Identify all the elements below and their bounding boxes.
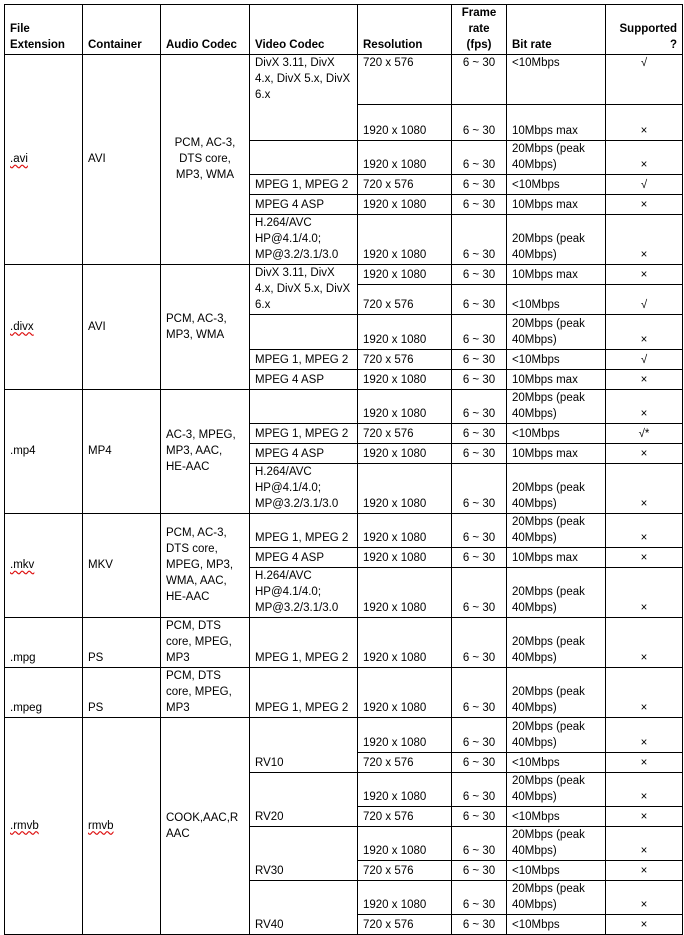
cell-resolution: 720 x 576 xyxy=(358,915,452,935)
cell-resolution: 720 x 576 xyxy=(358,807,452,827)
cell-bit-rate: <10Mbps xyxy=(507,424,606,444)
cell-resolution: 720 x 576 xyxy=(358,55,452,105)
header-bit-rate: Bit rate xyxy=(507,5,606,55)
header-supported: Supported ? xyxy=(606,5,683,55)
cell-video-codec: RV20 xyxy=(250,773,358,827)
cell-audio-codec: AC-3, MPEG, MP3, AAC, HE-AAC xyxy=(161,390,250,514)
cell-video-codec: H.264/AVC HP@4.1/4.0; MP@3.2/3.1/3.0 xyxy=(250,215,358,265)
table-row xyxy=(5,55,683,105)
cell-supported: × xyxy=(606,464,683,514)
header-video-codec: Video Codec xyxy=(250,5,358,55)
table-row xyxy=(5,390,683,424)
cell-bit-rate: <10Mbps xyxy=(507,915,606,935)
cell-supported: × xyxy=(606,718,683,753)
cell-frame-rate: 6 ~ 30 xyxy=(452,753,507,773)
cell-frame-rate: 6 ~ 30 xyxy=(452,175,507,195)
cell-frame-rate: 6 ~ 30 xyxy=(452,195,507,215)
cell-resolution: 1920 x 1080 xyxy=(358,464,452,514)
cell-file-extension xyxy=(5,265,83,390)
cell-frame-rate: 6 ~ 30 xyxy=(452,350,507,370)
cell-video-codec: MPEG 4 ASP xyxy=(250,548,358,568)
cell-supported: √ xyxy=(606,350,683,370)
cell-resolution: 1920 x 1080 xyxy=(358,265,452,285)
cell-container: PS xyxy=(83,668,161,718)
cell-resolution: 720 x 576 xyxy=(358,424,452,444)
cell-resolution: 1920 x 1080 xyxy=(358,195,452,215)
cell-video-codec: DivX 3.11, DivX 4.x, DivX 5.x, DivX 6.x xyxy=(250,55,358,141)
cell-resolution: 1920 x 1080 xyxy=(358,444,452,464)
cell-supported: × xyxy=(606,827,683,861)
cell-resolution: 1920 x 1080 xyxy=(358,548,452,568)
cell-bit-rate: 20Mbps (peak 40Mbps) xyxy=(507,568,606,618)
cell-audio-codec: PCM, AC-3, DTS core, MP3, WMA xyxy=(161,55,250,265)
cell-container xyxy=(83,718,161,935)
cell-container: AVI xyxy=(83,55,161,265)
cell-video-codec: MPEG 1, MPEG 2 xyxy=(250,618,358,668)
cell-video-codec: RV30 xyxy=(250,827,358,881)
cell-resolution: 1920 x 1080 xyxy=(358,105,452,141)
cell-video-codec xyxy=(250,141,358,175)
cell-resolution: 1920 x 1080 xyxy=(358,215,452,265)
cell-video-codec: MPEG 4 ASP xyxy=(250,370,358,390)
cell-supported: × xyxy=(606,568,683,618)
cell-bit-rate: <10Mbps xyxy=(507,861,606,881)
table-row xyxy=(5,618,683,668)
header-audio-codec: Audio Codec xyxy=(161,5,250,55)
cell-frame-rate: 6 ~ 30 xyxy=(452,444,507,464)
cell-supported: √ xyxy=(606,175,683,195)
cell-audio-codec: COOK,AAC,RAAC xyxy=(161,718,250,935)
cell-resolution: 720 x 576 xyxy=(358,350,452,370)
header-row xyxy=(5,5,683,55)
cell-frame-rate: 6 ~ 30 xyxy=(452,718,507,753)
cell-frame-rate: 6 ~ 30 xyxy=(452,548,507,568)
cell-supported: × xyxy=(606,861,683,881)
table-row xyxy=(5,514,683,548)
cell-resolution: 1920 x 1080 xyxy=(358,315,452,350)
cell-frame-rate: 6 ~ 30 xyxy=(452,881,507,915)
cell-audio-codec: PCM, AC-3, DTS core, MPEG, MP3, WMA, AAC, HE-AAC xyxy=(161,514,250,618)
cell-supported: × xyxy=(606,444,683,464)
cell-video-codec: MPEG 1, MPEG 2 xyxy=(250,424,358,444)
cell-supported: × xyxy=(606,390,683,424)
cell-frame-rate: 6 ~ 30 xyxy=(452,464,507,514)
cell-supported: × xyxy=(606,807,683,827)
cell-supported: × xyxy=(606,668,683,718)
cell-frame-rate: 6 ~ 30 xyxy=(452,265,507,285)
cell-bit-rate: 10Mbps max xyxy=(507,195,606,215)
table-row xyxy=(5,265,683,285)
cell-resolution: 1920 x 1080 xyxy=(358,773,452,807)
cell-frame-rate: 6 ~ 30 xyxy=(452,215,507,265)
cell-bit-rate: 20Mbps (peak 40Mbps) xyxy=(507,718,606,753)
cell-frame-rate: 6 ~ 30 xyxy=(452,105,507,141)
cell-bit-rate: 10Mbps max xyxy=(507,370,606,390)
cell-video-codec: MPEG 1, MPEG 2 xyxy=(250,668,358,718)
cell-bit-rate: 20Mbps (peak 40Mbps) xyxy=(507,215,606,265)
cell-frame-rate: 6 ~ 30 xyxy=(452,568,507,618)
cell-supported: √ xyxy=(606,55,683,105)
cell-video-codec: MPEG 1, MPEG 2 xyxy=(250,175,358,195)
table-row xyxy=(5,718,683,753)
cell-frame-rate: 6 ~ 30 xyxy=(452,827,507,861)
cell-bit-rate: 20Mbps (peak 40Mbps) xyxy=(507,881,606,915)
cell-frame-rate: 6 ~ 30 xyxy=(452,861,507,881)
cell-bit-rate: 20Mbps (peak 40Mbps) xyxy=(507,618,606,668)
cell-file-extension: .mpeg xyxy=(5,668,83,718)
cell-resolution: 720 x 576 xyxy=(358,861,452,881)
cell-supported: √* xyxy=(606,424,683,444)
cell-resolution: 1920 x 1080 xyxy=(358,881,452,915)
cell-frame-rate: 6 ~ 30 xyxy=(452,424,507,444)
cell-supported: × xyxy=(606,370,683,390)
cell-supported: × xyxy=(606,315,683,350)
cell-resolution: 1920 x 1080 xyxy=(358,568,452,618)
cell-resolution: 1920 x 1080 xyxy=(358,514,452,548)
cell-video-codec: H.264/AVC HP@4.1/4.0; MP@3.2/3.1/3.0 xyxy=(250,464,358,514)
cell-container: AVI xyxy=(83,265,161,390)
cell-bit-rate: 20Mbps (peak 40Mbps) xyxy=(507,464,606,514)
divx-extension: .divx xyxy=(10,320,34,333)
cell-video-codec: MPEG 4 ASP xyxy=(250,195,358,215)
cell-file-extension xyxy=(5,514,83,618)
cell-resolution: 1920 x 1080 xyxy=(358,370,452,390)
cell-frame-rate: 6 ~ 30 xyxy=(452,915,507,935)
cell-container: MP4 xyxy=(83,390,161,514)
cell-video-codec: MPEG 1, MPEG 2 xyxy=(250,514,358,548)
cell-supported: √ xyxy=(606,285,683,315)
cell-resolution: 1920 x 1080 xyxy=(358,827,452,861)
cell-bit-rate: <10Mbps xyxy=(507,175,606,195)
cell-video-codec: H.264/AVC HP@4.1/4.0; MP@3.2/3.1/3.0 xyxy=(250,568,358,618)
cell-frame-rate: 6 ~ 30 xyxy=(452,55,507,105)
cell-audio-codec: PCM, DTS core, MPEG, MP3 xyxy=(161,668,250,718)
cell-bit-rate: 10Mbps max xyxy=(507,444,606,464)
cell-supported: × xyxy=(606,753,683,773)
table-row xyxy=(5,668,683,718)
cell-bit-rate: 20Mbps (peak 40Mbps) xyxy=(507,514,606,548)
cell-supported: × xyxy=(606,773,683,807)
cell-bit-rate: 20Mbps (peak 40Mbps) xyxy=(507,390,606,424)
cell-resolution: 720 x 576 xyxy=(358,175,452,195)
codec-support-table xyxy=(4,4,683,935)
cell-supported: × xyxy=(606,265,683,285)
cell-video-codec: MPEG 4 ASP xyxy=(250,444,358,464)
cell-supported: × xyxy=(606,195,683,215)
cell-video-codec xyxy=(250,390,358,424)
cell-video-codec: DivX 3.11, DivX 4.x, DivX 5.x, DivX 6.x xyxy=(250,265,358,315)
cell-video-codec: RV40 xyxy=(250,881,358,935)
cell-bit-rate: 20Mbps (peak 40Mbps) xyxy=(507,668,606,718)
cell-container: MKV xyxy=(83,514,161,618)
cell-supported: × xyxy=(606,548,683,568)
header-resolution: Resolution xyxy=(358,5,452,55)
cell-supported: × xyxy=(606,514,683,548)
cell-bit-rate: 20Mbps (peak 40Mbps) xyxy=(507,315,606,350)
cell-resolution: 720 x 576 xyxy=(358,285,452,315)
cell-file-extension: .mp4 xyxy=(5,390,83,514)
cell-file-extension xyxy=(5,55,83,265)
cell-bit-rate: <10Mbps xyxy=(507,807,606,827)
avi-extension: .avi xyxy=(10,153,28,165)
cell-frame-rate: 6 ~ 30 xyxy=(452,618,507,668)
cell-supported: × xyxy=(606,915,683,935)
cell-resolution: 1920 x 1080 xyxy=(358,618,452,668)
cell-audio-codec: PCM, DTS core, MPEG, MP3 xyxy=(161,618,250,668)
cell-bit-rate: <10Mbps xyxy=(507,350,606,370)
cell-supported: × xyxy=(606,105,683,141)
cell-supported: × xyxy=(606,141,683,175)
cell-video-codec xyxy=(250,315,358,350)
cell-resolution: 1920 x 1080 xyxy=(358,718,452,753)
cell-frame-rate: 6 ~ 30 xyxy=(452,668,507,718)
cell-bit-rate: 20Mbps (peak 40Mbps) xyxy=(507,141,606,175)
cell-file-extension xyxy=(5,718,83,935)
cell-bit-rate: 20Mbps (peak 40Mbps) xyxy=(507,827,606,861)
cell-supported: × xyxy=(606,881,683,915)
cell-resolution: 720 x 576 xyxy=(358,753,452,773)
cell-supported: × xyxy=(606,215,683,265)
cell-bit-rate: 10Mbps max xyxy=(507,548,606,568)
cell-file-extension: .mpg xyxy=(5,618,83,668)
cell-frame-rate: 6 ~ 30 xyxy=(452,285,507,315)
header-file-extension: File Extension xyxy=(5,5,83,55)
cell-frame-rate: 6 ~ 30 xyxy=(452,390,507,424)
cell-frame-rate: 6 ~ 30 xyxy=(452,315,507,350)
cell-frame-rate: 6 ~ 30 xyxy=(452,370,507,390)
cell-video-codec: MPEG 1, MPEG 2 xyxy=(250,350,358,370)
header-container: Container xyxy=(83,5,161,55)
rmvb-container: rmvb xyxy=(88,819,114,832)
cell-video-codec: RV10 xyxy=(250,718,358,773)
cell-frame-rate: 6 ~ 30 xyxy=(452,807,507,827)
cell-resolution: 1920 x 1080 xyxy=(358,141,452,175)
cell-supported: × xyxy=(606,618,683,668)
cell-bit-rate: <10Mbps xyxy=(507,285,606,315)
cell-audio-codec: PCM, AC-3, MP3, WMA xyxy=(161,265,250,390)
rmvb-extension: .rmvb xyxy=(10,819,39,832)
mkv-extension: .mkv xyxy=(10,559,35,571)
cell-resolution: 1920 x 1080 xyxy=(358,668,452,718)
cell-container: PS xyxy=(83,618,161,668)
codec-support-table-wrapper xyxy=(4,4,683,935)
cell-frame-rate: 6 ~ 30 xyxy=(452,514,507,548)
cell-resolution: 1920 x 1080 xyxy=(358,390,452,424)
header-frame-rate: Frame rate (fps) xyxy=(452,5,507,55)
cell-frame-rate: 6 ~ 30 xyxy=(452,773,507,807)
cell-bit-rate: 20Mbps (peak 40Mbps) xyxy=(507,773,606,807)
cell-bit-rate: 10Mbps max xyxy=(507,105,606,141)
cell-frame-rate: 6 ~ 30 xyxy=(452,141,507,175)
cell-bit-rate: 10Mbps max xyxy=(507,265,606,285)
cell-bit-rate: <10Mbps xyxy=(507,55,606,105)
cell-bit-rate: <10Mbps xyxy=(507,753,606,773)
